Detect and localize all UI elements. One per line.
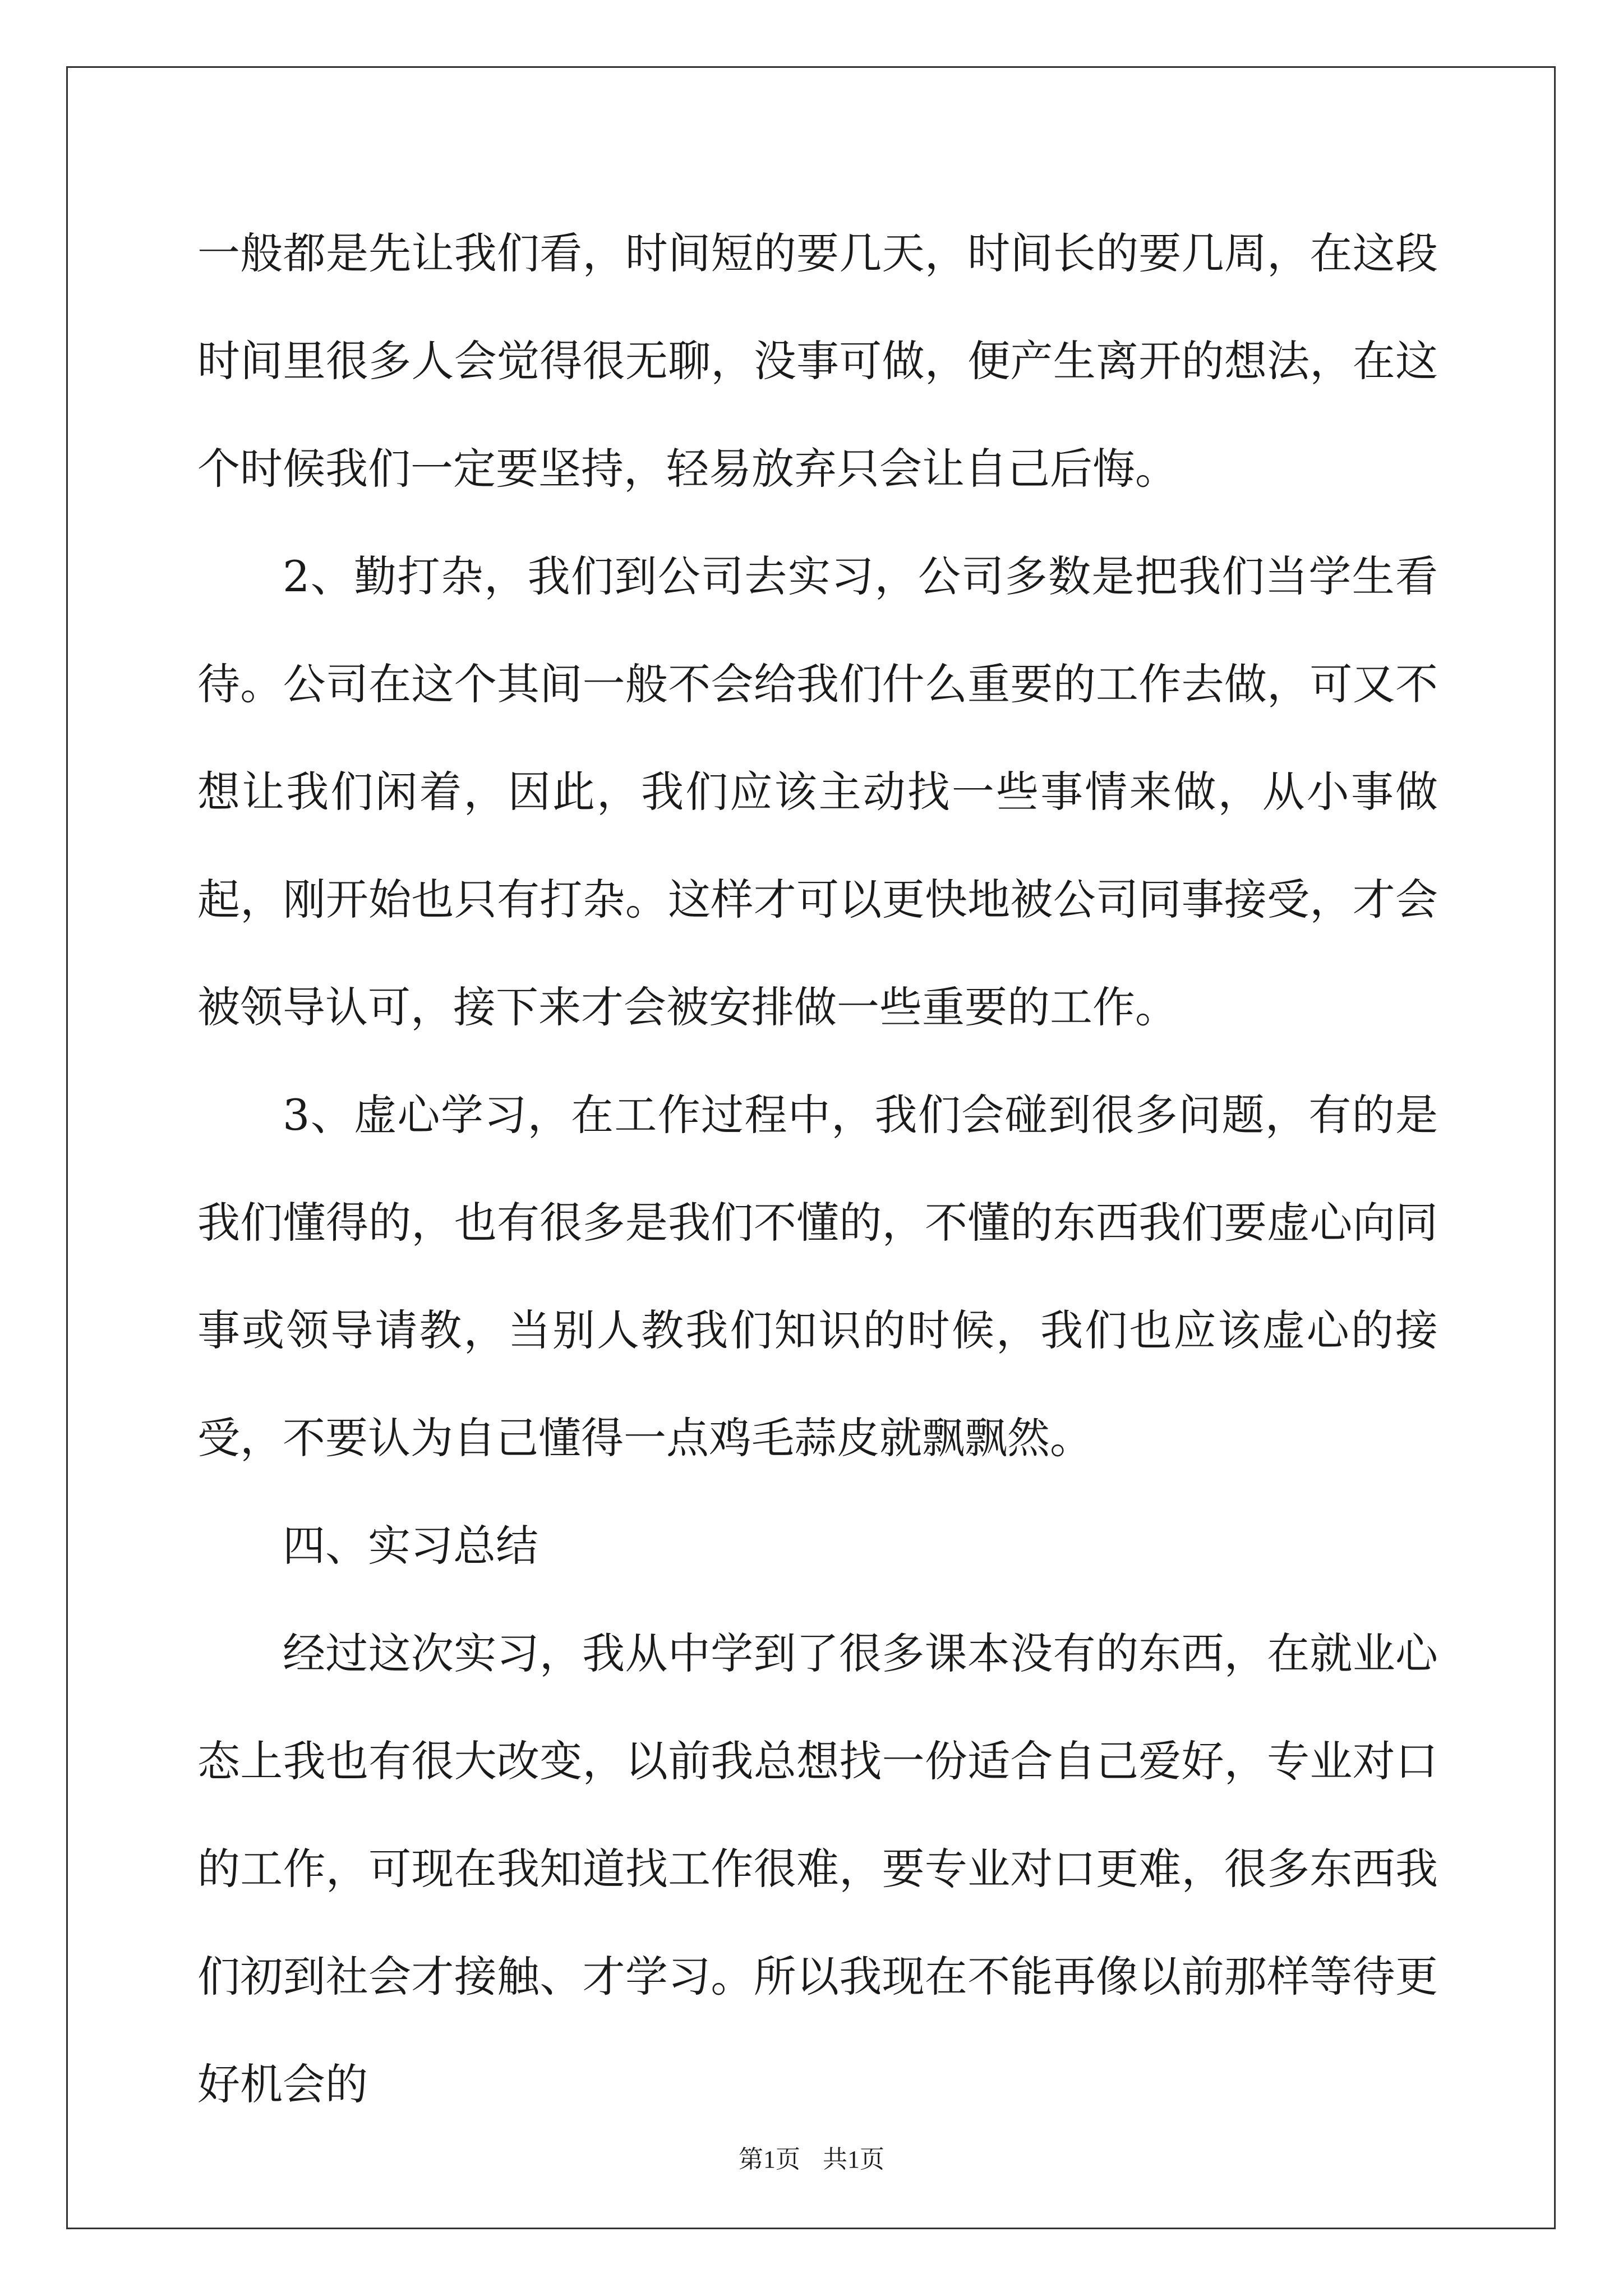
paragraph-summary: 经过这次实习，我从中学到了很多课本没有的东西，在就业心态上我也有很大改变，以前我总想找一份适合自己爱好，专业对口的工作，可现在我知道找工作很难，要专业对口更难，很多东西我们初到社会才接触、才学习。所以我现在不能再像以前那样等待更好机会的 xyxy=(197,1628,1438,2109)
paragraph-continuation: 一般都是先让我们看，时间短的要几天，时间长的要几周，在这段时间里很多人会觉得很无聊，没事可做，便产生离开的想法，在这个时候我们一定要坚持，轻易放弃只会让自己后悔。 xyxy=(197,228,1438,494)
page-total: 共1页 xyxy=(823,2146,884,2173)
page-footer xyxy=(0,2143,1623,2177)
paragraph-point-2: 2、勤打杂，我们到公司去实习，公司多数是把我们当学生看待。公司在这个其间一般不会给我们什么重要的工作去做，可又不想让我们闲着，因此，我们应该主动找一些事情来做，从小事做起，刚开始也只有打杂。这样才可以更快地被公司同事接受，才会被领导认可，接下来才会被安排做一些重要的工作。 xyxy=(197,551,1438,1032)
document-body xyxy=(197,200,1438,2138)
section-heading-summary: 四、实习总结 xyxy=(283,1521,538,1571)
paragraph-point-3: 3、虚心学习，在工作过程中，我们会碰到很多问题，有的是我们懂得的，也有很多是我们不懂的，不懂的东西我们要虚心向同事或领导请教，当别人教我们知识的时候，我们也应该虚心的接受，不要认为自己懂得一点鸡毛蒜皮就飘飘然。 xyxy=(197,1090,1438,1463)
page-number: 第1页 xyxy=(739,2146,800,2173)
